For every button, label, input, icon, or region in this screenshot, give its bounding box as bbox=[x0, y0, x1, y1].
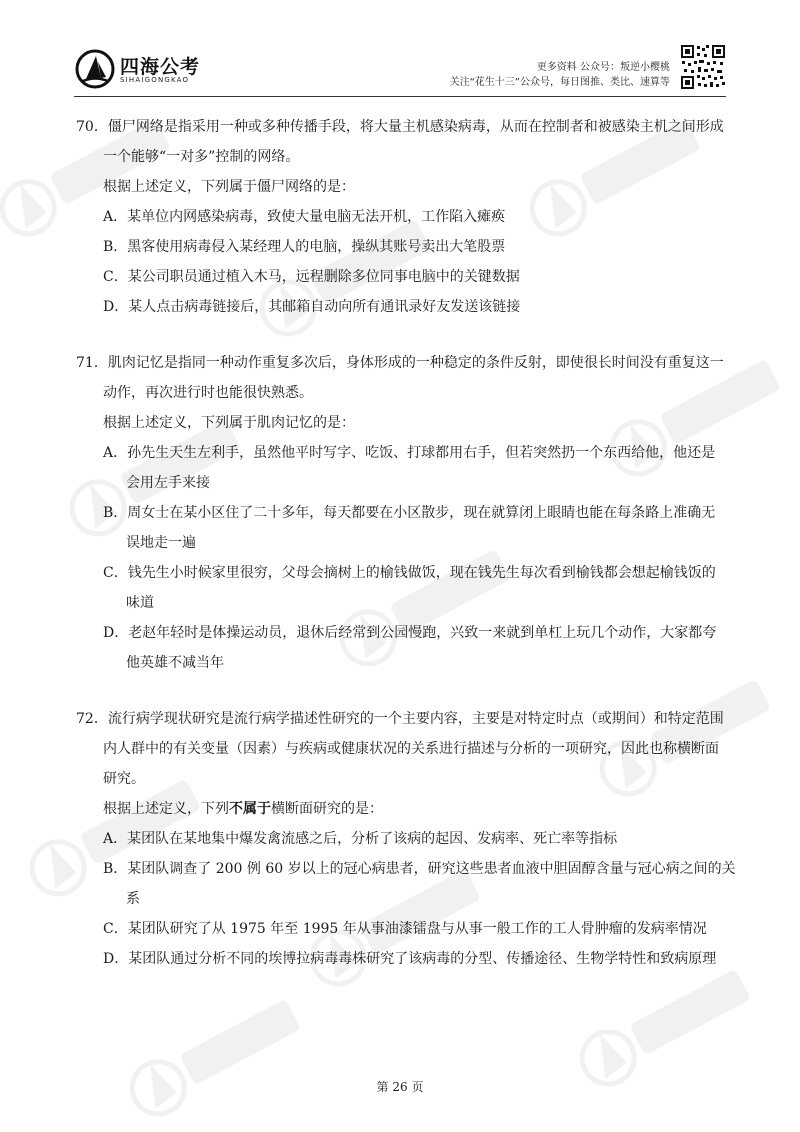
header-info bbox=[450, 60, 670, 90]
question-stem: 研究。 bbox=[103, 771, 145, 787]
question-stem: 72．流行病学现状研究是流行病学描述性研究的一个主要内容，主要是对特定时点（或期间）和特定范围 bbox=[76, 711, 724, 727]
option-c: C．某公司职员通过植入木马，远程删除多位同事电脑中的关键数据 bbox=[103, 269, 520, 285]
option-b: B．某团队调查了 200 例 60 岁以上的冠心病患者，研究这些患者血液中胆固醇含量与冠心病之间的关 bbox=[103, 861, 736, 877]
question-prompt bbox=[76, 794, 736, 824]
watermark-logo bbox=[111, 968, 330, 1132]
question-stem: 内人群中的有关变量（因素）与疾病或健康状况的关系进行描述与分析的一项研究，因此也称横断面 bbox=[103, 741, 719, 757]
option-b-continued: 系 bbox=[126, 891, 140, 907]
prompt-text: 横断面研究的是： bbox=[271, 801, 383, 817]
option-c: C．某团队研究了从 1975 年至 1995 年从事油漆镭盘与从事一般工作的工人骨肿瘤的发病率情况 bbox=[103, 921, 707, 937]
option-b: B．黑客使用病毒侵入某经理人的电脑，操纵其账号卖出大笔股票 bbox=[103, 239, 506, 255]
question-stem: 一个能够“一对多”控制的网络。 bbox=[103, 149, 300, 165]
option-b-continued: 误地走一遍 bbox=[126, 535, 196, 551]
prompt-emphasis: 不属于 bbox=[229, 801, 271, 817]
option-a: A．某单位内网感染病毒，致使大量电脑无法开机，工作陷入瘫痪 bbox=[103, 209, 506, 225]
question-stem: 动作，再次进行时也能很快熟悉。 bbox=[103, 385, 313, 401]
option-c-continued: 味道 bbox=[126, 595, 154, 611]
header-info-line: 更多资料 公众号：叛逆小樱桃 bbox=[536, 62, 670, 73]
question-prompt: 根据上述定义，下列属于僵尸网络的是： bbox=[103, 179, 355, 195]
page-header bbox=[74, 44, 726, 94]
header-divider bbox=[74, 96, 726, 97]
question-prompt: 根据上述定义，下列属于肌肉记忆的是： bbox=[103, 415, 355, 431]
prompt-text: 根据上述定义，下列 bbox=[103, 801, 229, 817]
option-d: D．某团队通过分析不同的埃博拉病毒毒株研究了该病毒的分型、传播途径、生物学特性和致病原理 bbox=[103, 951, 717, 967]
brand-logo bbox=[74, 46, 214, 92]
question-content bbox=[76, 112, 736, 974]
qr-code-icon bbox=[680, 44, 726, 90]
question-stem: 71．肌肉记忆是指同一种动作重复多次后，身体形成的一种稳定的条件反射，即使很长时间没有重复这一 bbox=[76, 355, 724, 371]
option-a: A．某团队在某地集中爆发禽流感之后，分析了该病的起因、发病率、死亡率等指标 bbox=[103, 831, 618, 847]
option-b: B．周女士在某小区住了二十多年，每天都要在小区散步，现在就算闭上眼睛也能在每条路上准确无 bbox=[103, 505, 716, 521]
question-72 bbox=[76, 704, 736, 974]
page-number: 第 26 页 bbox=[376, 1080, 424, 1094]
option-c: C．钱先生小时候家里很穷，父母会摘树上的榆钱做饭，现在钱先生每次看到榆钱都会想起榆钱饭的 bbox=[103, 565, 716, 581]
brand-name: 四海公考 bbox=[120, 56, 201, 78]
question-stem: 70．僵尸网络是指采用一种或多种传播手段，将大量主机感染病毒，从而在控制者和被感染主机之间形成 bbox=[76, 119, 724, 135]
header-info-line: 关注“花生十三”公众号，每日图推、类比、速算等 bbox=[449, 77, 670, 88]
option-a-continued: 会用左手来接 bbox=[126, 475, 210, 491]
question-70 bbox=[76, 112, 736, 322]
brand-subtitle: SIHAIGONGKAO bbox=[120, 76, 190, 84]
question-71 bbox=[76, 348, 736, 678]
option-d-continued: 他英雄不减当年 bbox=[126, 655, 224, 671]
option-d: D．某人点击病毒链接后，其邮箱自动向所有通讯录好友发送该链接 bbox=[103, 299, 521, 315]
sailboat-logo-icon bbox=[74, 48, 116, 90]
option-a: A．孙先生天生左利手，虽然他平时写字、吃饭、打球都用右手，但若突然扔一个东西给他，他还是 bbox=[103, 445, 716, 461]
option-d: D．老赵年轻时是体操运动员，退休后经常到公园慢跑，兴致一来就到单杠上玩几个动作，大家都夸 bbox=[103, 625, 717, 641]
